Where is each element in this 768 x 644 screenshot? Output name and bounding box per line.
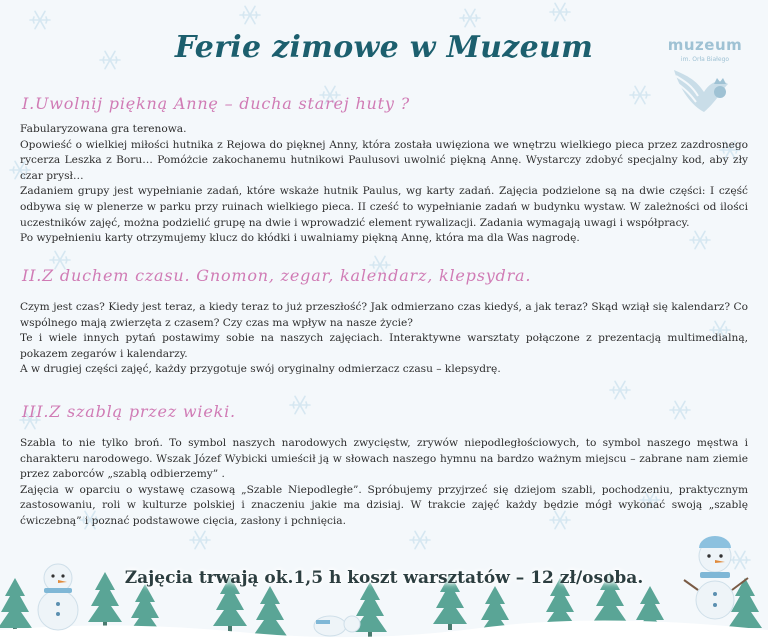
section-2-text (20, 300, 748, 378)
museum-logo (660, 36, 750, 126)
page-title: Ferie zimowe w Muzeum (174, 30, 594, 65)
section-2-heading: II.Z duchem czasu. Gnomon, zegar, kalendarz, klepsydra. (22, 266, 532, 285)
section-1-text (20, 122, 748, 247)
section-3-line: Zajęcia w oparciu o wystawę czasową „Szable Niepodległe”. Spróbujemy przyjrzeć się dziejom szabli, pochodzeniu, praktycznym zastosowaniu, roli w kulturze polskiej i znaczeniu jakie ma dzisiaj. W trakcie zajęć każdy będzie mógł wykonać swoją „szablę ćwiczebną” i poznać podstawowe cięcia, zasłony i pchnięcia. (20, 483, 748, 527)
section-1-line: Fabularyzowana gra terenowa. (20, 123, 187, 135)
section-3-line: Szabla to nie tylko broń. To symbol naszych narodowych zwycięstw, zrywów niepodległościowych, to symbol naszego męstwa i charakteru narodowego. Wszak Józef Wybicki umieścił ją w słowach naszego hymnu na bardzo ważnym miejscu – zabrane nam ziemie przez zaborców „szablą odbierzemy” . (20, 437, 748, 481)
section-3-text (20, 436, 748, 530)
price-footer: Zajęcia trwają ok.1,5 h koszt warsztatów – 12 zł/osoba. (124, 568, 644, 588)
section-2-line: A w drugiej części zajęć, każdy przygotuje swój oryginalny odmierzacz czasu – klepsydrę. (20, 363, 501, 376)
section-2-line: Czym jest czas? Kiedy jest teraz, a kiedy teraz to już przeszłość? Jak odmierzano czas kiedyś, a jak teraz? Skąd wziął się kalendarz? Co wspólnego mają zwierzęta z czasem? Czy czas ma wpływ na nasze życie? (20, 301, 748, 329)
section-1-line: Opowieść o wielkiej miłości hutnika z Rejowa do pięknej Anny, która została uwięziona we wnętrzu wielkiego pieca przez zazdrosnego rycerza Leszka z Boru… Pomóżcie zakochanemu hutnikowi Paulusovi uwolnić piękną Annę. Wystarczy zdobyć specjalny kod, aby zły czar prysł… (20, 138, 748, 182)
section-3-heading: III.Z szablą przez wieki. (22, 402, 236, 421)
section-1-line: Po wypełnieniu karty otrzymujemy klucz do kłódki i uwalniamy piękną Annę, która ma dla Was nagrodę. (20, 232, 580, 245)
section-1-line: Zadaniem grupy jest wypełnianie zadań, które wskaże hutnik Paulus, wg karty zadań. Zajęcia podzielone są na dwie części: I część odbywa się w plenerze w parku przy ruinach wielkiego pieca. II cześć to wypełnianie zadań w budynku wystaw. W zależności od ilości uczestników zajęć, można podzielić grupę na dwie i wprowadzić element rywalizacji. Zadania wymagają uwagi i współpracy. (20, 185, 748, 229)
section-1-heading: I.Uwolnij piękną Annę – ducha starej huty ? (22, 94, 410, 113)
logo-subtitle: im. Orła Białego (680, 56, 730, 63)
eagle-wing-icon (670, 62, 740, 118)
logo-name: muzeum (667, 36, 743, 54)
section-2-line: Te i wiele innych pytań postawimy sobie na naszych zajęciach. Interaktywne warsztaty połączone z prezentacją multimedialną, pokazem zegarów i kalendarzy. (20, 332, 748, 360)
